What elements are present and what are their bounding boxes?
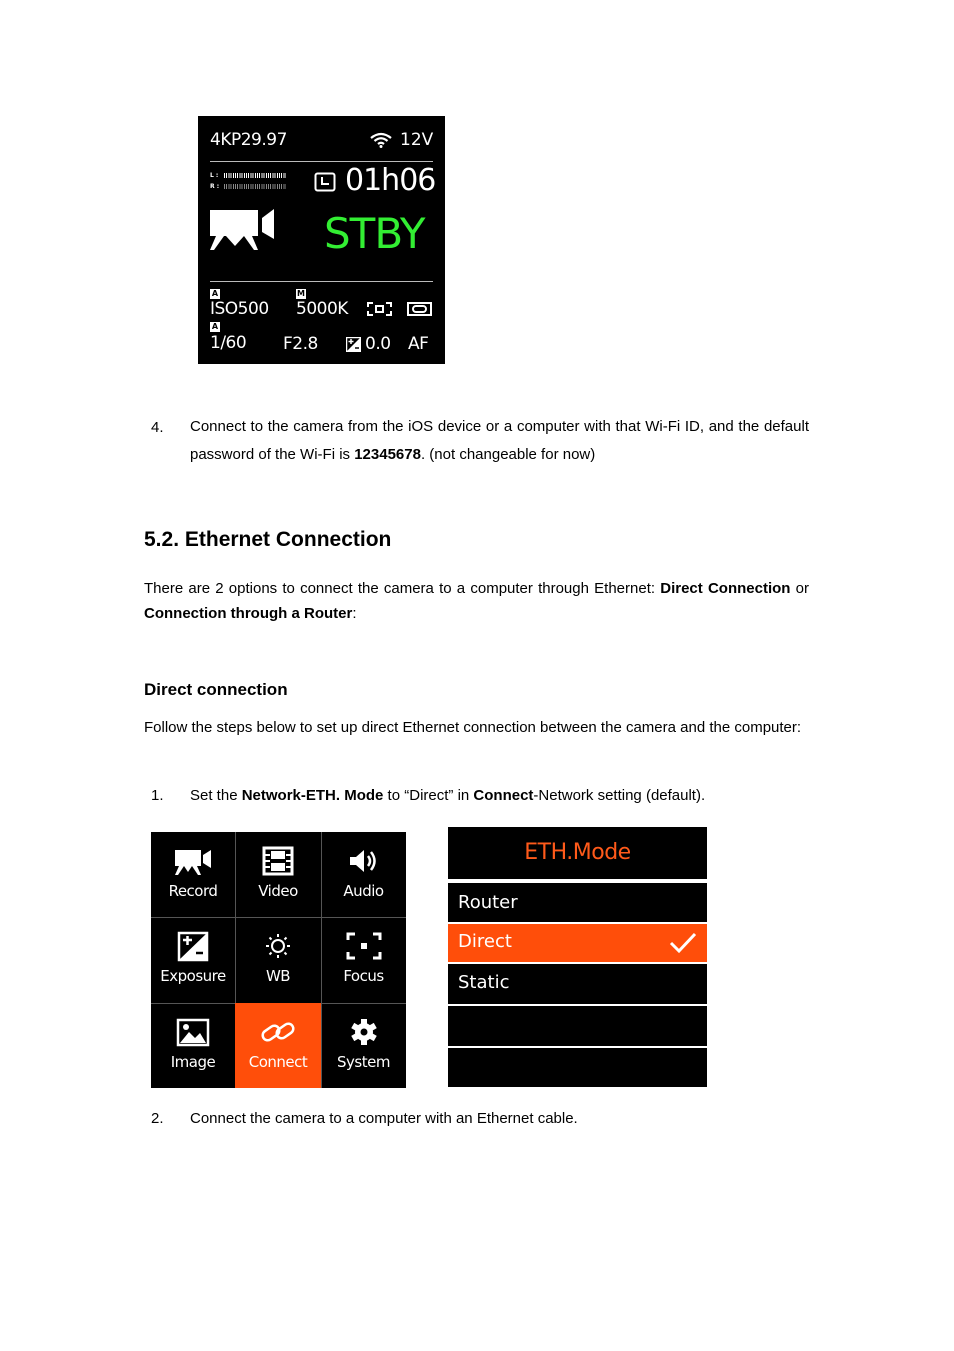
sun-icon (258, 931, 298, 963)
menu-label: Connect (248, 1053, 308, 1071)
meter-bars (224, 173, 286, 178)
option-label: Static (458, 972, 510, 993)
option-direct: Direct Connection (660, 580, 791, 597)
list-number: 2. (151, 1110, 164, 1127)
step1-text-part: Set the (190, 787, 242, 804)
iso-value: ISO500 (210, 299, 269, 319)
menu-label: Audio (343, 882, 384, 900)
menu-system[interactable] (321, 1003, 406, 1088)
step4-text (190, 413, 809, 469)
step4-text-part: Connect to the camera from the iOS device or a computer with that Wi-Fi ID, and the default password of the Wi-Fi is (190, 418, 809, 463)
eth-option-empty (448, 1006, 707, 1046)
eth-option-direct[interactable] (448, 924, 707, 962)
clock-icon (314, 172, 336, 192)
step1-text (190, 782, 809, 810)
audio-meter-right (210, 183, 290, 191)
menu-image[interactable] (151, 1003, 235, 1088)
gear-icon (344, 1017, 384, 1049)
subsection-heading: Direct connection (144, 680, 288, 699)
menu-connect[interactable] (235, 1003, 321, 1088)
divider (210, 161, 433, 162)
eth-mode-title: ETH.Mode (448, 827, 707, 879)
menu-label: Exposure (160, 967, 226, 985)
intro-text: or (790, 580, 809, 597)
menu-wb[interactable] (235, 917, 321, 1003)
ev-value: 0.0 (365, 334, 391, 354)
focus-icon (344, 931, 384, 963)
eth-option-router[interactable] (448, 883, 707, 922)
intro-text: There are 2 options to connect the camera to a computer through Ethernet: (144, 580, 661, 597)
step4-text-part: . (not changeable for now) (420, 446, 596, 463)
menu-label: Record (168, 882, 218, 900)
focus-mode-value: AF (408, 334, 429, 354)
menu-record[interactable] (151, 832, 235, 917)
list-number: 1. (151, 787, 164, 804)
menu-exposure[interactable] (151, 917, 235, 1003)
menu-label: Focus (343, 967, 384, 985)
aperture-value: F2.8 (283, 334, 318, 354)
audio-meter-left (210, 172, 290, 180)
option-label: Router (458, 892, 518, 913)
menu-label: Video (258, 882, 298, 900)
direct-intro: Follow the steps below to set up direct Ethernet connection between the camera and the computer: (144, 719, 802, 736)
exposure-icon (173, 931, 213, 963)
intro-text: : (352, 605, 357, 622)
camera-status-screen (198, 116, 445, 364)
menu-label: Image (170, 1053, 216, 1071)
resolution-label: 4KP29.97 (210, 130, 287, 150)
meter-bars (224, 184, 286, 189)
standby-indicator: STBY (324, 209, 425, 258)
wb-mode-badge: M (297, 289, 305, 298)
section-heading: 5.2. Ethernet Connection (144, 528, 392, 551)
checkmark-icon (669, 931, 697, 955)
wb-value: 5000K (296, 299, 348, 319)
menu-label: System (337, 1053, 390, 1071)
wifi-password: 12345678 (354, 446, 421, 463)
menu-label: WB (265, 967, 291, 985)
focus-area-icon (367, 302, 392, 316)
shutter-mode-badge: A (211, 322, 219, 331)
option-router: Connection through a Router (144, 605, 353, 622)
option-label: Direct (458, 931, 512, 952)
video-camera-icon (210, 208, 278, 256)
setting-name: Network-ETH. Mode (241, 787, 384, 804)
eth-option-empty (448, 1048, 707, 1087)
exposure-compensation-icon (346, 337, 361, 352)
meter-label: L : (210, 172, 219, 179)
step1-text-part: -Network setting (default). (533, 787, 706, 804)
wifi-icon (370, 132, 392, 148)
record-timer: 01h06 (345, 163, 436, 198)
eth-option-static[interactable] (448, 964, 707, 1004)
section-intro (144, 576, 809, 626)
camera-main-menu (151, 832, 406, 1088)
eth-mode-panel (448, 827, 707, 1087)
shutter-value: 1/60 (210, 333, 247, 353)
video-camera-icon (173, 846, 213, 878)
step1-text-part: to “Direct” in (383, 787, 474, 804)
speaker-icon (344, 846, 384, 878)
link-icon (258, 1017, 298, 1049)
image-icon (173, 1017, 213, 1049)
metering-icon (407, 302, 432, 316)
menu-name: Connect (473, 787, 534, 804)
list-number: 4. (151, 419, 164, 436)
meter-label: R : (210, 183, 220, 190)
menu-video[interactable] (235, 832, 321, 917)
film-icon (258, 846, 298, 878)
menu-focus[interactable] (321, 917, 406, 1003)
menu-audio[interactable] (321, 832, 406, 917)
iso-mode-badge: A (211, 289, 219, 298)
voltage-label: 12V (400, 130, 434, 150)
step2-text: Connect the camera to a computer with an Ethernet cable. (190, 1110, 578, 1127)
divider (210, 281, 433, 282)
